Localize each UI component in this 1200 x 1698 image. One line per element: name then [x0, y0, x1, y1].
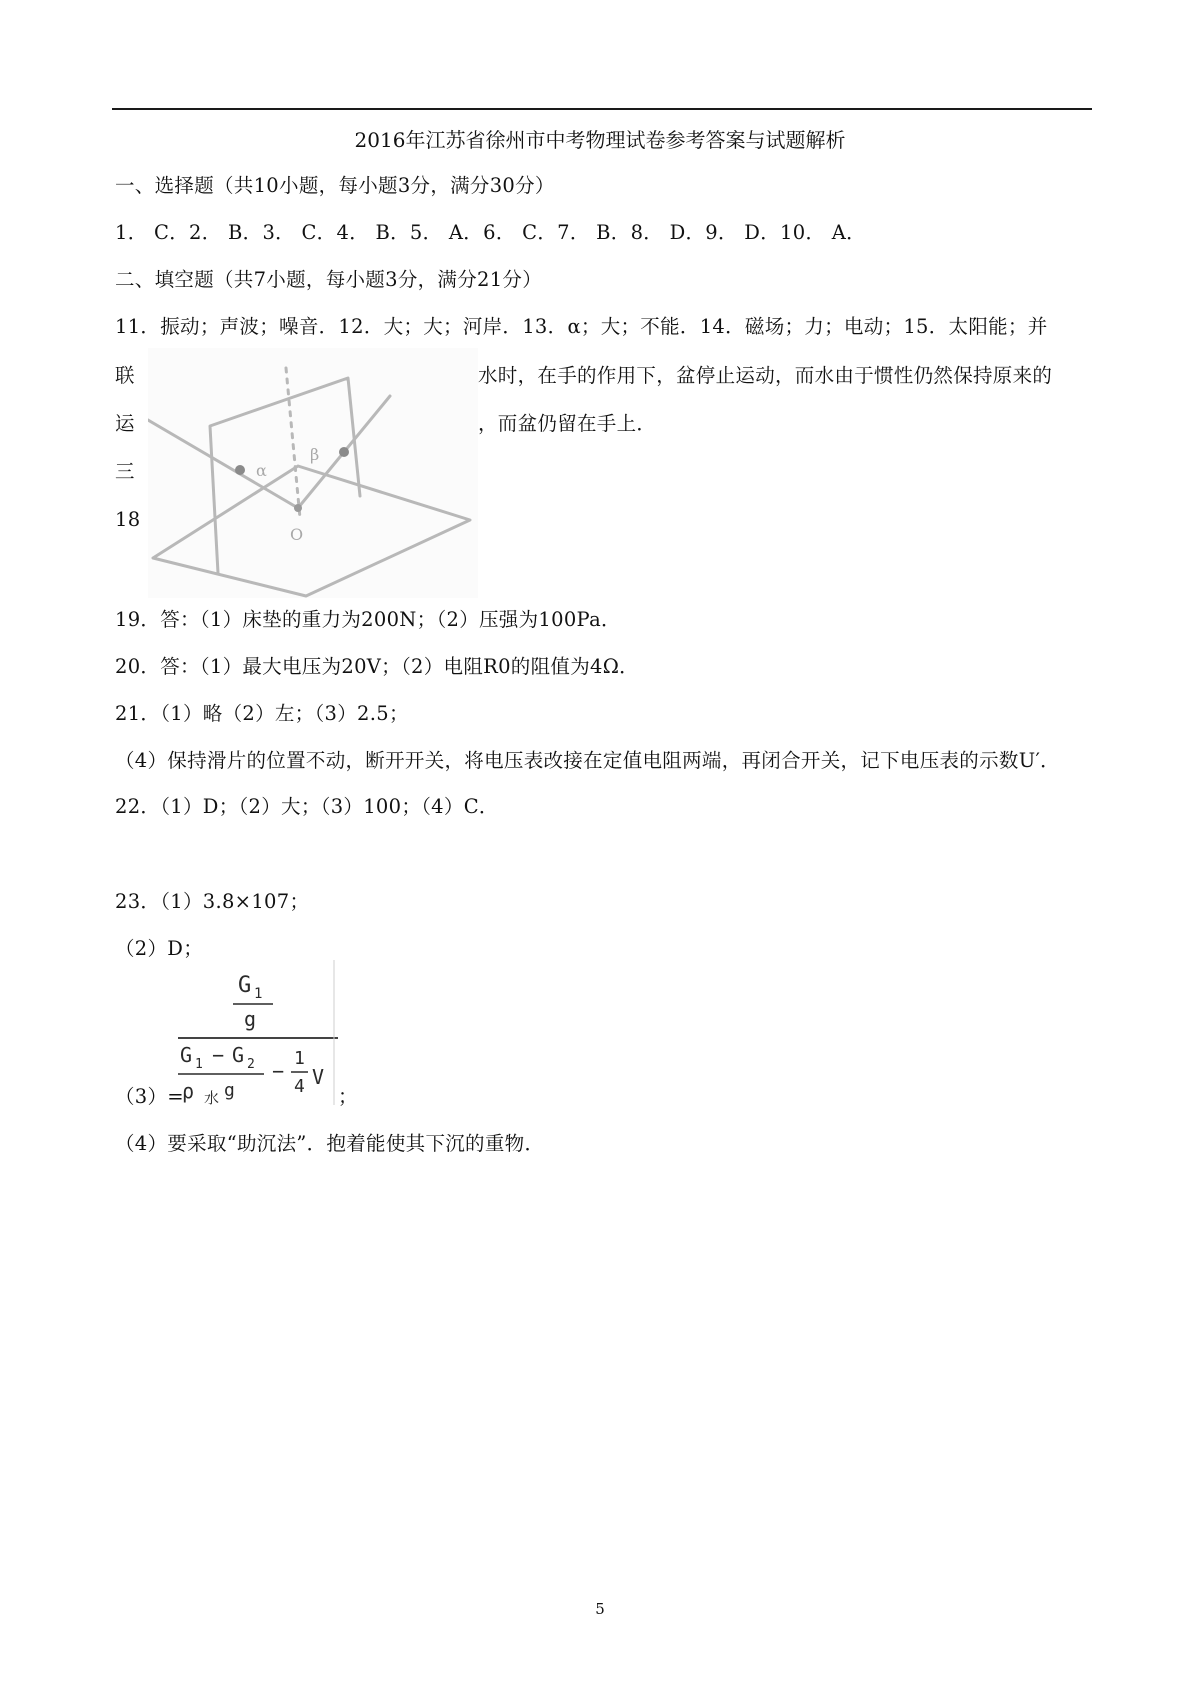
formula-sub1-bottom: 1 — [195, 1057, 203, 1072]
answer-21-part-1: 21．（1）略（2）左；（3）2.5； — [115, 702, 409, 725]
density-formula — [178, 960, 338, 1105]
fill-answers-line-1: 11．振动；声波；噪音．12．大；大；河岸．13．α；大；不能．14．磁场；力；电动；15．太阳能；并 — [115, 315, 1048, 338]
choice-answers: 1． C．2． B．3． C．4． B．5． A．6． C．7． B．8． D．9． D．10． A． — [115, 221, 866, 244]
answer-23-part-2: （2）D； — [115, 937, 204, 960]
section-fill-heading: 二、填空题（共7小题，每小题3分，满分21分） — [115, 268, 543, 291]
formula-minus: − — [212, 1043, 225, 1067]
answer-19: 19．答：（1）床垫的重力为200N；（2）压强为100Pa． — [115, 608, 621, 631]
fill-answers-line-3-start: 运 — [115, 412, 135, 435]
header-rule — [112, 108, 1092, 110]
formula-water: 水 — [204, 1089, 220, 1105]
formula-g2: G — [232, 1043, 245, 1067]
formula-g1-top: G — [238, 973, 252, 998]
formula-sub1-top: 1 — [254, 986, 263, 1002]
answer-23-part-1: 23．（1）3.8×107； — [115, 890, 310, 913]
answer-20: 20．答：（1）最大电压为20V；（2）电阻R0的阻值为4Ω． — [115, 655, 639, 678]
section-choice-heading: 一、选择题（共10小题，每小题3分，满分30分） — [115, 174, 555, 197]
fill-answers-line-2-end: 水时，在手的作用下，盆停止运动，而水由于惯性仍然保持原来的 — [478, 364, 1053, 387]
fill-answers-line-2-start: 联 — [115, 364, 135, 387]
section-three-heading-fragment: 三 — [115, 460, 135, 483]
formula-four: 4 — [294, 1076, 305, 1097]
formula-rho: ρ — [182, 1079, 195, 1103]
figure-label-o: O — [290, 525, 304, 544]
incident-arrow-mark — [235, 465, 245, 475]
formula-one: 1 — [294, 1048, 305, 1069]
answer-18-label: 18 — [115, 508, 141, 531]
answer-23-part-4: （4）要采取“助沉法”．抱着能使其下沉的重物． — [115, 1132, 545, 1155]
answer-21-part-4: （4）保持滑片的位置不动，断开开关，将电压表改接在定值电阻两端，再闭合开关，记下电压表的示数U′． — [115, 749, 1060, 772]
incidence-point — [294, 504, 302, 512]
reflection-diagram-figure — [148, 348, 478, 598]
page-title: 2016年江苏省徐州市中考物理试卷参考答案与试题解析 — [354, 128, 846, 152]
formula-minus-2: − — [272, 1059, 285, 1083]
formula-sub2: 2 — [247, 1057, 255, 1072]
formula-v: V — [312, 1065, 325, 1089]
answer-22: 22．（1）D；（2）大；（3）100；（4）C． — [115, 795, 499, 818]
reflected-arrow-mark — [339, 447, 349, 457]
formula-g1-bottom: G — [180, 1043, 193, 1067]
page-number: 5 — [595, 1600, 605, 1618]
formula-g-top: g — [244, 1007, 257, 1031]
figure-label-alpha: α — [256, 461, 267, 480]
figure-label-beta: β — [310, 445, 320, 464]
formula-g-bottom: g — [224, 1080, 235, 1101]
answer-23-part-3-label: （3）= — [115, 1085, 184, 1108]
fill-answers-line-3-end: ，而盆仍留在手上． — [478, 412, 657, 435]
answer-23-part-3-end: ； — [338, 1085, 358, 1108]
